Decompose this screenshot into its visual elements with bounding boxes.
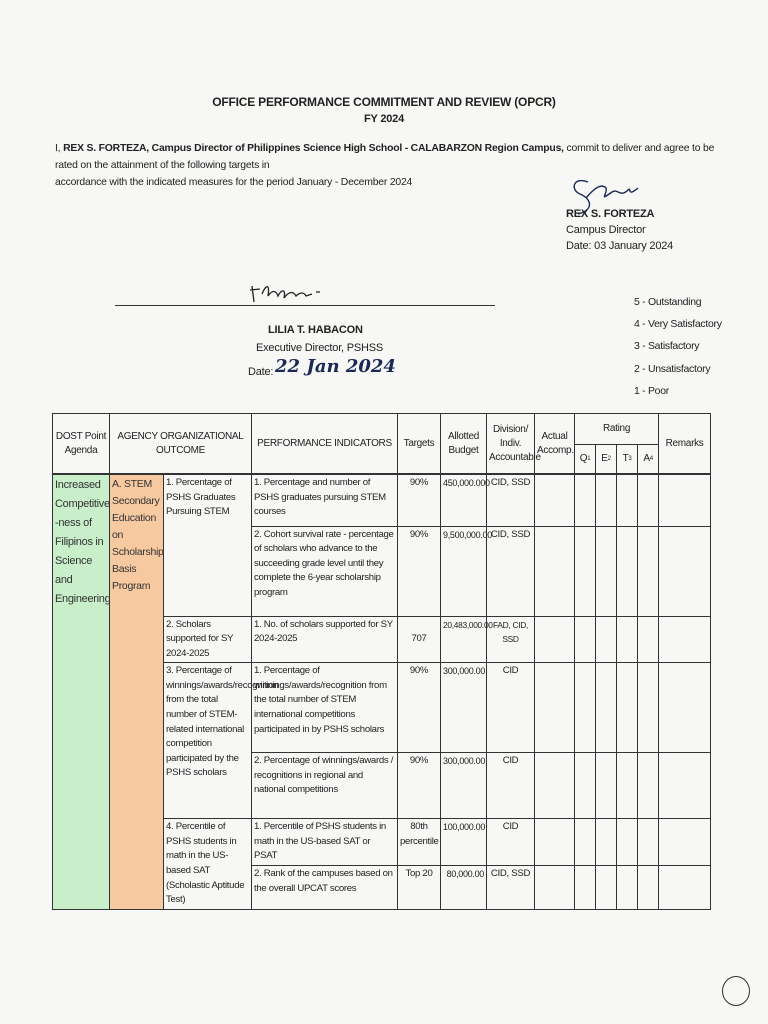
target-cell: Top 20: [398, 866, 441, 910]
header-actual-accomp: Actual Accomp.: [535, 414, 575, 475]
indicator-cell: 1. Percentage and number of PSHS graduates pursuing STEM courses: [252, 474, 398, 526]
rating-t-cell: [617, 616, 638, 663]
rating-e-cell: [596, 819, 617, 866]
rating-scale-item: 5 - Outstanding: [634, 296, 702, 308]
approver-signature-mark: [248, 280, 328, 306]
header-remarks: Remarks: [659, 414, 711, 475]
budget-cell: 300,000.00: [441, 753, 487, 819]
indicator-cell: 1. Percentage of winnings/awards/recognition from the total number of STEM international competitions participated in by PSHS scholars: [252, 663, 398, 753]
director-name: REX S. FORTEZA: [566, 208, 655, 220]
point-agenda-cell: Increased Competitive -ness of Filipinos in Science and Engineering: [53, 474, 110, 910]
target-cell: 90%: [398, 474, 441, 526]
rating-t-cell: [617, 753, 638, 819]
header-rating-a: $A^4$: [638, 445, 659, 475]
rating-a-cell: [638, 616, 659, 663]
budget-cell: 20,483,000.00: [441, 616, 487, 663]
rating-q-cell: [575, 526, 596, 616]
rating-e-cell: [596, 616, 617, 663]
rating-e-cell: [596, 753, 617, 819]
outcome-cell: 1. Percentage of PSHS Graduates Pursuing STEM: [164, 474, 252, 616]
approver-signature: [248, 280, 328, 306]
budget-cell: 300,000.00: [441, 663, 487, 753]
rating-q-cell: [575, 616, 596, 663]
indicator-cell: 1. Percentile of PSHS students in math in the US-based SAT or PSAT: [252, 819, 398, 866]
division-cell: CID, SSD: [487, 474, 535, 526]
rating-a-cell: [638, 819, 659, 866]
actual-cell: [535, 753, 575, 819]
document-title: OFFICE PERFORMANCE COMMITMENT AND REVIEW (OPCR): [212, 95, 556, 109]
remarks-cell: [659, 753, 711, 819]
target-cell: 80th percentile: [398, 819, 441, 866]
division-cell: CID: [487, 663, 535, 753]
target-cell: 90%: [398, 753, 441, 819]
rating-t-cell: [617, 474, 638, 526]
remarks-cell: [659, 474, 711, 526]
director-title: Campus Director: [566, 224, 646, 236]
budget-cell: 450,000.000: [441, 474, 487, 526]
header-rating-e: $E^2$: [596, 445, 617, 475]
rating-t-cell: [617, 819, 638, 866]
rating-scale-item: 1 - Poor: [634, 384, 669, 397]
remarks-cell: [659, 663, 711, 753]
rating-t-cell: [617, 526, 638, 616]
rating-scale-item: 2 - Unsatisfactory: [634, 362, 711, 375]
rating-t-cell: [617, 866, 638, 910]
header-org-outcome: AGENCY ORGANIZATIONAL OUTCOME: [110, 414, 252, 475]
target-cell: 707: [398, 616, 441, 663]
rating-a-cell: [638, 526, 659, 616]
header-allotted-budget: Allotted Budget: [441, 414, 487, 475]
division-cell: CID, SSD: [487, 866, 535, 910]
indicator-cell: 2. Percentage of winnings/awards / recognitions in regional and national competitions: [252, 753, 398, 819]
rating-q-cell: [575, 753, 596, 819]
header-targets: Targets: [398, 414, 441, 475]
org-outcome-cell: A. STEM Secondary Education on Scholarship Basis Program: [110, 474, 164, 910]
rating-q-cell: [575, 866, 596, 910]
rating-q-cell: [575, 663, 596, 753]
header-division: Division/ Indiv. Accountable: [487, 414, 535, 475]
indicator-cell: 2. Rank of the campuses based on the overall UPCAT scores: [252, 866, 398, 910]
intro-name: REX S. FORTEZA, Campus Director of Philippines Science High School - CALABARZON Region Campus,: [63, 143, 564, 154]
outcome-cell: 2. Scholars supported for SY 2024-2025: [164, 616, 252, 663]
intro-prefix: I,: [55, 143, 64, 154]
header-rating-q: $Q^1$: [575, 445, 596, 475]
approver-title: Executive Director, PSHSS: [256, 342, 384, 354]
approver-handwritten-date: 22 Jan 2024: [275, 356, 396, 377]
rating-q-cell: [575, 474, 596, 526]
header-rating: Rating: [575, 414, 659, 445]
division-cell: CID: [487, 819, 535, 866]
rating-scale-item: 3 - Satisfactory: [634, 340, 700, 353]
approver-name: LILIA T. HABACON: [268, 324, 363, 336]
table-row: [53, 474, 711, 526]
rating-a-cell: [638, 474, 659, 526]
rating-a-cell: [638, 663, 659, 753]
outcome-cell: 3. Percentage of winnings/awards/recognition from the total number of STEM-related international competition participated by the PSHS scholars: [164, 663, 252, 819]
fiscal-year: FY 2024: [364, 113, 404, 125]
division-cell: FAD, CID, SSD: [487, 616, 535, 663]
actual-cell: [535, 526, 575, 616]
rating-e-cell: [596, 474, 617, 526]
rating-a-cell: [638, 866, 659, 910]
actual-cell: [535, 616, 575, 663]
approver-date-label: Date:: [248, 366, 274, 378]
budget-cell: 9,500,000.00: [441, 526, 487, 616]
rating-a-cell: [638, 753, 659, 819]
indicator-cell: 1. No. of scholars supported for SY 2024-2025: [252, 616, 398, 663]
division-cell: CID, SSD: [487, 526, 535, 616]
rating-e-cell: [596, 663, 617, 753]
actual-cell: [535, 663, 575, 753]
actual-cell: [535, 474, 575, 526]
target-cell: 90%: [398, 526, 441, 616]
director-block: [566, 206, 673, 254]
director-date: Date: 03 January 2024: [566, 240, 674, 252]
target-cell: 90%: [398, 663, 441, 753]
rating-t-cell: [617, 663, 638, 753]
rating-e-cell: [596, 866, 617, 910]
intro-period: accordance with the indicated measures for the period January - December 2024: [55, 177, 413, 188]
budget-cell: 80,000.00: [441, 866, 487, 910]
remarks-cell: [659, 616, 711, 663]
page-mark-icon: [722, 976, 750, 1006]
header-point-agenda: DOST Point Agenda: [53, 414, 110, 475]
remarks-cell: [659, 526, 711, 616]
actual-cell: [535, 866, 575, 910]
division-cell: CID: [487, 753, 535, 819]
opcr-table: [52, 413, 711, 910]
outcome-cell: 4. Percentile of PSHS students in math in the US-based SAT (Scholastic Aptitude Test): [164, 819, 252, 910]
actual-cell: [535, 819, 575, 866]
rating-q-cell: [575, 819, 596, 866]
rating-scale-item: 4 - Very Satisfactory: [634, 318, 722, 331]
header-performance-indicators: PERFORMANCE INDICATORS: [252, 414, 398, 475]
rating-e-cell: [596, 526, 617, 616]
intro-rest: commit to deliver and agree to be rated on the attainment of the following targets in: [55, 143, 715, 171]
budget-cell: 100,000.00: [441, 819, 487, 866]
approver-signature-line: [115, 305, 495, 306]
remarks-cell: [659, 819, 711, 866]
rating-scale: [634, 291, 722, 402]
header-rating-t: $T^3$: [617, 445, 638, 475]
remarks-cell: [659, 866, 711, 910]
indicator-cell: 2. Cohort survival rate - percentage of scholars who advance to the succeeding grade level until they complete the 6-year scholarship program: [252, 526, 398, 616]
